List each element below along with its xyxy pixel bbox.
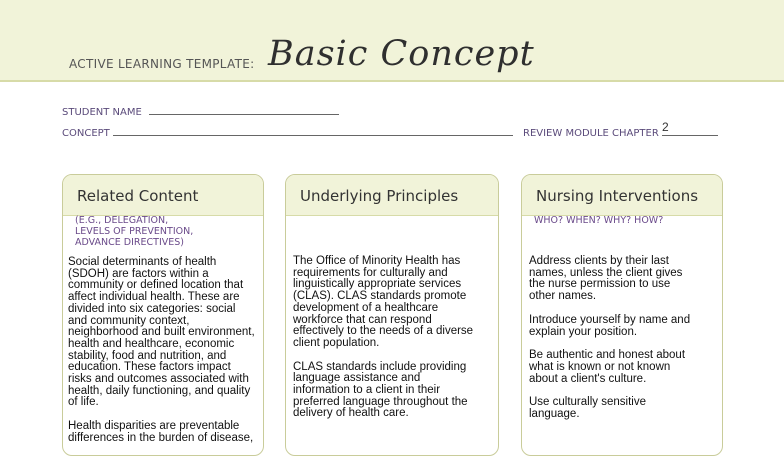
related-content-panel bbox=[62, 174, 264, 456]
underlying-principles-body bbox=[293, 256, 497, 432]
underlying-principles-paragraph: The Office of Minority Health has requirements for culturally and linguistically appropriate services (CLAS). CLAS standards promote development of a healthcare workforce that can respond effectively to the needs of a diverse client population. bbox=[293, 255, 474, 349]
student-name-label: STUDENT NAME bbox=[62, 107, 142, 118]
nursing-interventions-header bbox=[522, 175, 722, 216]
student-name-line bbox=[149, 114, 339, 115]
related-content-paragraph: Health disparities are preventable differences in the burden of disease, bbox=[68, 420, 254, 444]
review-module-value: 2 bbox=[662, 120, 669, 134]
nursing-interventions-paragraph: Address clients by their last names, unless the client gives the nurse permission to use other names. bbox=[529, 255, 683, 303]
review-module-label: REVIEW MODULE CHAPTER bbox=[523, 128, 659, 139]
underlying-principles-title: Underlying Principles bbox=[300, 187, 459, 205]
concept-label: CONCEPT bbox=[62, 128, 110, 139]
template-label: ACTIVE LEARNING TEMPLATE: bbox=[69, 57, 255, 71]
nursing-interventions-title: Nursing Interventions bbox=[536, 187, 699, 205]
nursing-interventions-panel bbox=[521, 174, 723, 456]
related-content-subtitle: (E.G., DELEGATION, LEVELS OF PREVENTION, ADVANCE DIRECTIVES) bbox=[75, 215, 194, 248]
related-content-paragraph: Social determinants of health (SDOH) are factors within a community or defined location that affect individual health. These are divided into six categories: social and community context, neighborhood and built environment, health and healthcare, economic stability, food and nutrition, and education. These factors impact risks and outcomes associated with health, daily functioning, and quality of life. bbox=[68, 256, 255, 409]
concept-line bbox=[113, 135, 513, 136]
student-name-field[interactable] bbox=[62, 107, 339, 118]
related-content-header bbox=[63, 175, 263, 216]
nursing-interventions-paragraph: Introduce yourself by name and explain your position. bbox=[529, 313, 691, 338]
concept-field[interactable] bbox=[62, 128, 513, 139]
underlying-principles-panel bbox=[285, 174, 499, 456]
related-content-body bbox=[68, 257, 262, 456]
nursing-interventions-paragraph: Use culturally sensitive language. bbox=[529, 396, 646, 421]
nursing-interventions-subtitle: WHO? WHEN? WHY? HOW? bbox=[534, 215, 664, 226]
underlying-principles-header bbox=[286, 175, 498, 216]
underlying-principles-paragraph: CLAS standards include providing language assistance and information to a client in their preferred language throughout the delivery of health care. bbox=[293, 360, 468, 420]
nursing-interventions-body bbox=[529, 256, 721, 433]
template-title: Basic Concept bbox=[268, 34, 535, 74]
review-module-line bbox=[662, 135, 718, 136]
nursing-interventions-paragraph: Be authentic and honest about what is known or not known about a client's culture. bbox=[529, 349, 686, 385]
review-module-field[interactable] bbox=[523, 128, 718, 139]
related-content-title: Related Content bbox=[77, 187, 199, 205]
